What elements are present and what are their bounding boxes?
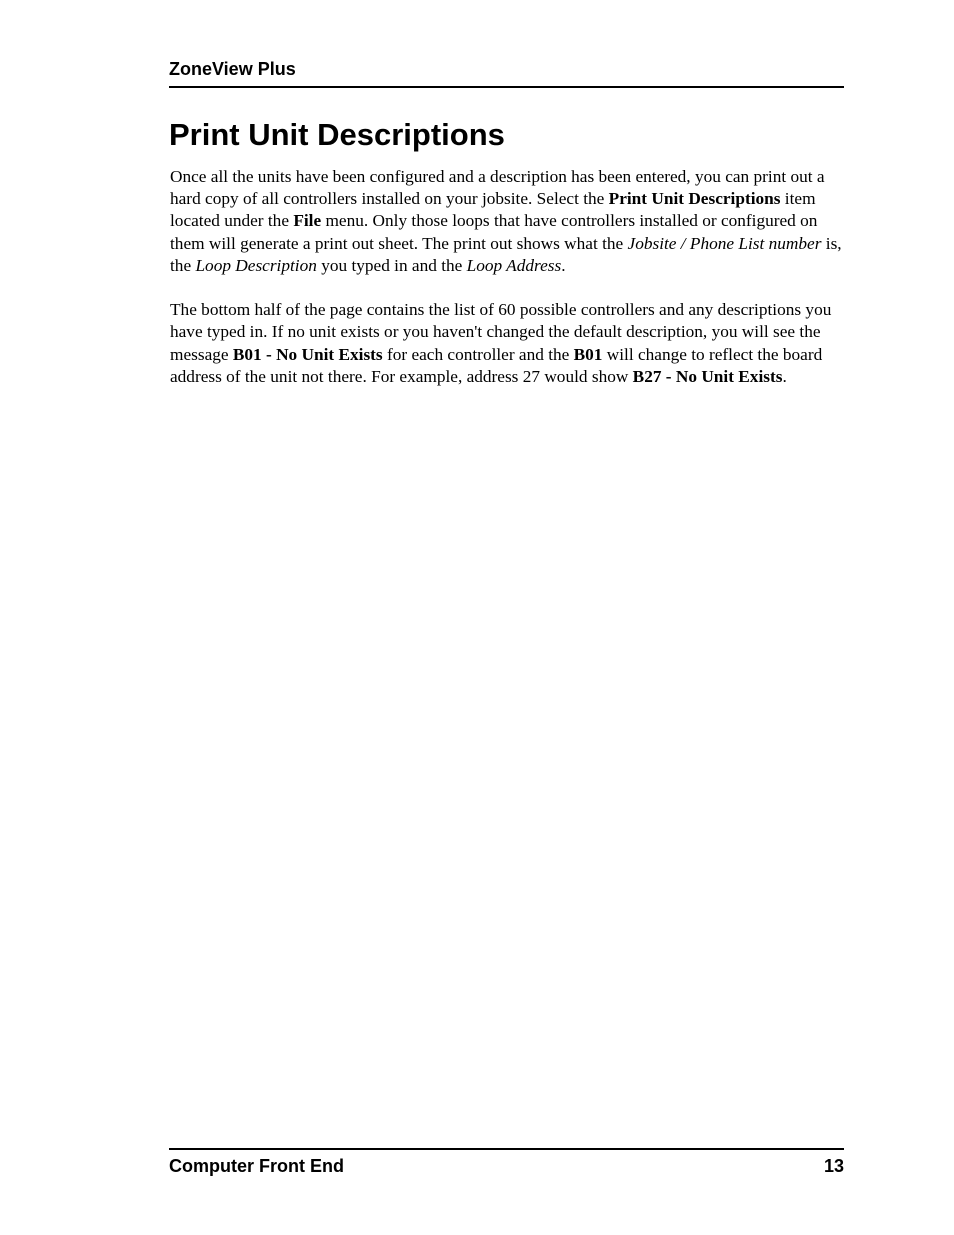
text-run: The bottom half of the page contains the list of 60 possible controllers and any descriptions you have typed in. If no unit exists or you haven't changed the default description, you will see the message xyxy=(170,300,832,364)
bold-message: B27 - No Unit Exists xyxy=(632,366,783,386)
italic-field-name: Loop Description xyxy=(195,255,317,275)
text-run: for each controller and the xyxy=(382,344,574,364)
page-title: Print Unit Descriptions xyxy=(169,117,505,152)
bold-address: B01 xyxy=(573,344,603,364)
text-run: menu. Only those loops that have controllers installed or configured on them will generate a print out sheet. The print out shows what the xyxy=(170,211,818,253)
text-run: . xyxy=(782,366,787,386)
page-header xyxy=(169,58,844,88)
text-run: . xyxy=(561,255,566,275)
italic-field-name: Jobsite / Phone List number xyxy=(627,233,822,253)
italic-field-name: Loop Address xyxy=(466,255,562,275)
page-number: 13 xyxy=(823,1156,844,1176)
text-run: will change to reflect the board address of the unit not there. For example, address 27 would show xyxy=(170,344,823,386)
bold-menu-name: File xyxy=(293,211,322,231)
header-title: ZoneView Plus xyxy=(169,59,296,79)
body-text xyxy=(170,166,842,410)
bold-message: B01 - No Unit Exists xyxy=(232,344,383,364)
text-run: Once all the units have been configured and a description has been entered, you can print out a hard copy of all controllers installed on your jobsite. Select the xyxy=(170,167,825,209)
paragraph-print-descriptions xyxy=(170,166,842,277)
text-run: is, the xyxy=(170,233,842,275)
page-footer xyxy=(169,1148,844,1180)
paragraph-no-unit-exists xyxy=(170,299,842,388)
text-run: item located under the xyxy=(170,189,816,231)
text-run: you typed in and the xyxy=(316,255,467,275)
bold-menu-item: Print Unit Descriptions xyxy=(608,189,781,209)
footer-title: Computer Front End xyxy=(169,1156,344,1176)
